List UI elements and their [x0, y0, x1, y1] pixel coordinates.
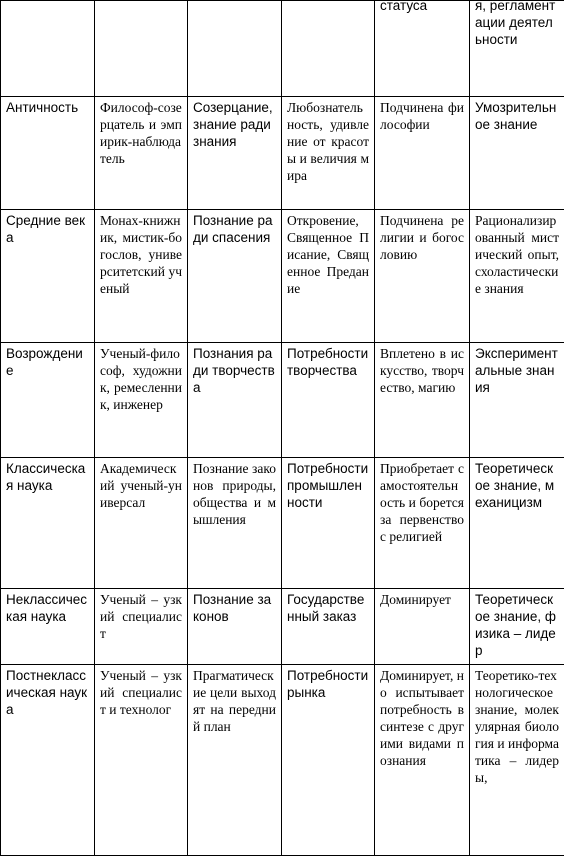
cell-text: Созерцание, знание ради знания: [193, 99, 276, 150]
table-cell: [282, 589, 375, 665]
table-cell: [282, 210, 375, 343]
table-row: [1, 589, 564, 665]
table-row: [1, 97, 564, 210]
table-cell: [95, 343, 188, 458]
table-cell: [470, 343, 564, 458]
cell-text: я, регламентации деятельности: [475, 1, 559, 49]
table-cell: [375, 589, 470, 665]
table-row: [1, 343, 564, 458]
cell-text: Потребности промышленности: [287, 460, 369, 511]
cell-text: Умозрительное знание: [475, 99, 559, 133]
cell-text: Подчинена религии и богословию: [380, 212, 464, 263]
table-cell: [1, 210, 95, 343]
cell-text: Любознательность, удивление от красоты и величия мира: [287, 99, 369, 184]
table-cell: [188, 589, 282, 665]
table-cell: [95, 589, 188, 665]
cell-text: Познание ради спасения: [193, 212, 276, 246]
cell-text: Приобретает самостоятельность и борется за первенство с религией: [380, 460, 464, 545]
table-cell: [95, 1, 188, 97]
table-cell: [188, 97, 282, 210]
cell-text: Монах-книжник, мистик-богослов, университетский ученый: [100, 212, 182, 297]
cell-text: Академический ученый-универсал: [100, 460, 182, 511]
table-cell: [188, 343, 282, 458]
cell-text: Теоретическое знание, механицизм: [475, 460, 559, 511]
cell-text: Доминирует, но испытывает потребность в синтезе с другими видами познания: [380, 667, 464, 769]
cell-text: Экспериментальные знания: [475, 345, 559, 396]
table-cell: [188, 665, 282, 856]
cell-text: Подчинена философии: [380, 99, 464, 133]
table-cell: [1, 97, 95, 210]
cell-text: Теоретико-технологическое знание, молекулярная биология и информатика – лидеры,: [475, 667, 559, 786]
table-cell: [282, 458, 375, 589]
table-cell: [375, 97, 470, 210]
table-cell: [375, 1, 470, 97]
cell-text: Теоретическое знание, физика – лидер: [475, 591, 559, 659]
table-cell: [282, 343, 375, 458]
table-cell: [375, 210, 470, 343]
table-cell: [470, 210, 564, 343]
table-cell: [188, 458, 282, 589]
table-cell: [470, 589, 564, 665]
cell-text: статуса: [380, 1, 464, 15]
table-cell: [1, 1, 95, 97]
table-row: [1, 210, 564, 343]
cell-text: Философ-созерцатель и эмпирик-наблюдатель: [100, 99, 182, 167]
cell-text: Государственный заказ: [287, 591, 369, 625]
table-cell: [282, 1, 375, 97]
table-cell: [188, 1, 282, 97]
cell-text: Познание законов: [193, 591, 276, 625]
cell-text: Классическая наука: [6, 460, 89, 494]
table-cell: [95, 97, 188, 210]
cell-text: Потребности творчества: [287, 345, 369, 379]
cell-text: Прагматические цели выходят на передний план: [193, 667, 276, 735]
cell-text: Вплетено в искусство, творчество, магию: [380, 345, 464, 396]
cell-text: Возрождение: [6, 345, 89, 379]
table-cell: [1, 589, 95, 665]
table-cell: [470, 1, 564, 97]
table-cell: [282, 665, 375, 856]
cell-text: Неклассическая наука: [6, 591, 89, 625]
cell-text: Доминирует: [380, 591, 464, 608]
table-cell: [188, 210, 282, 343]
table-row: [1, 665, 564, 856]
table-cell: [1, 665, 95, 856]
cell-text: Познание законов природы, общества и мышления: [193, 460, 276, 528]
table-cell: [1, 343, 95, 458]
cell-text: Постнеклассическая наука: [6, 667, 89, 718]
cell-text: Средние века: [6, 212, 89, 246]
table-row: [1, 458, 564, 589]
table-cell: [1, 458, 95, 589]
cell-text: Откровение, Священное Писание, Священное Предание: [287, 212, 369, 297]
table-row: [1, 1, 564, 97]
table-cell: [375, 665, 470, 856]
table-cell: [470, 458, 564, 589]
cell-text: Рационализированный мистический опыт, схоластические знания: [475, 212, 559, 297]
cell-text: Познания ради творчества: [193, 345, 276, 396]
cell-text: Ученый-философ, художник, ремесленник, инженер: [100, 345, 182, 413]
table-cell: [375, 343, 470, 458]
table-cell: [470, 97, 564, 210]
table-cell: [282, 97, 375, 210]
cell-text: Античность: [6, 99, 89, 116]
cell-text: Ученый – узкий специалист: [100, 591, 182, 642]
table-cell: [95, 210, 188, 343]
cell-text: Ученый – узкий специалист и технолог: [100, 667, 182, 718]
cell-text: Потребности рынка: [287, 667, 369, 701]
table-cell: [95, 665, 188, 856]
table-cell: [95, 458, 188, 589]
table-cell: [470, 665, 564, 856]
table-cell: [375, 458, 470, 589]
